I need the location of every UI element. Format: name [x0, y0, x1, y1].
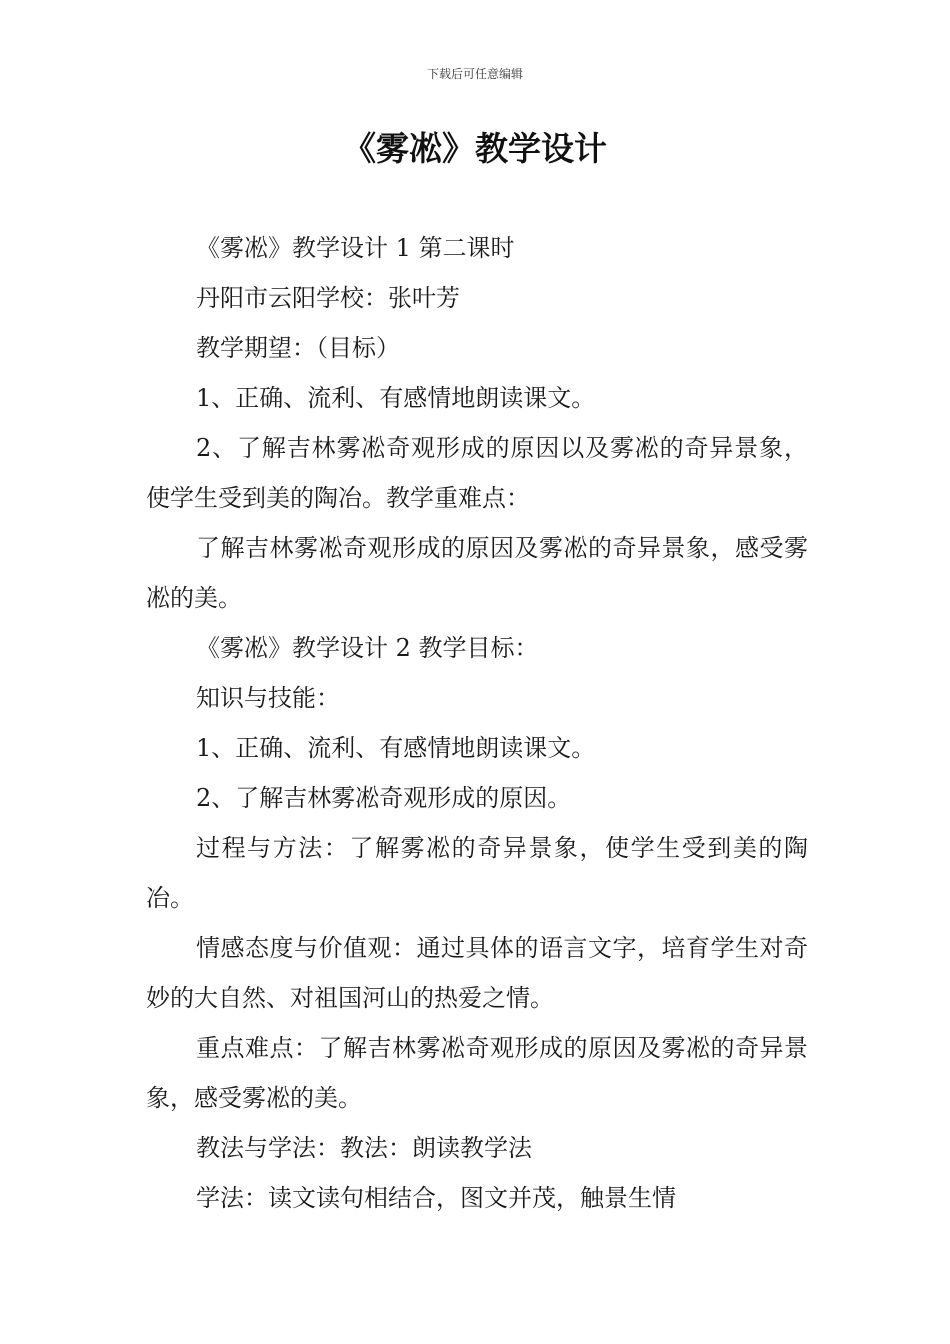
header-note: 下载后可任意编辑: [426, 67, 523, 81]
document-body: [146, 223, 808, 1223]
paragraph-author: 丹阳市云阳学校：张叶芳: [196, 284, 460, 312]
paragraph-goal-2: 2、了解吉林雾凇奇观形成的原因以及雾凇的奇异景象，使学生受到美的陶冶。教学重难点：: [146, 434, 808, 512]
paragraph-key-points: 重点难点：了解吉林雾凇奇观形成的原因及雾凇的奇异景象，感受雾凇的美。: [146, 1034, 808, 1112]
paragraph-key-difficulty: 了解吉林雾凇奇观形成的原因及雾凇的奇异景象，感受雾凇的美。: [146, 534, 808, 612]
paragraph-teaching-method: 教法与学法：教法：朗读教学法: [196, 1134, 532, 1162]
paragraph-objective-2: 2、了解吉林雾凇奇观形成的原因。: [196, 784, 572, 812]
paragraph-lesson-1-heading: 《雾凇》教学设计 1 第二课时: [196, 234, 515, 262]
paragraph-objective-1: 1、正确、流利、有感情地朗读课文。: [196, 734, 596, 762]
paragraph-knowledge-skills: 知识与技能：: [196, 684, 340, 712]
paragraph-emotion-values: 情感态度与价值观：通过具体的语言文字，培育学生对奇妙的大自然、对祖国河山的热爱之情。: [146, 934, 808, 1012]
document-title: 《雾凇》教学设计: [343, 129, 607, 168]
paragraph-process-method: 过程与方法：了解雾凇的奇异景象，使学生受到美的陶冶。: [146, 834, 808, 912]
paragraph-goal-1: 1、正确、流利、有感情地朗读课文。: [196, 384, 596, 412]
paragraph-learning-method: 学法：读文读句相结合，图文并茂，触景生情: [196, 1184, 676, 1212]
paragraph-goals-heading: 教学期望：（目标）: [196, 334, 400, 362]
paragraph-lesson-2-heading: 《雾凇》教学设计 2 教学目标：: [196, 634, 539, 662]
